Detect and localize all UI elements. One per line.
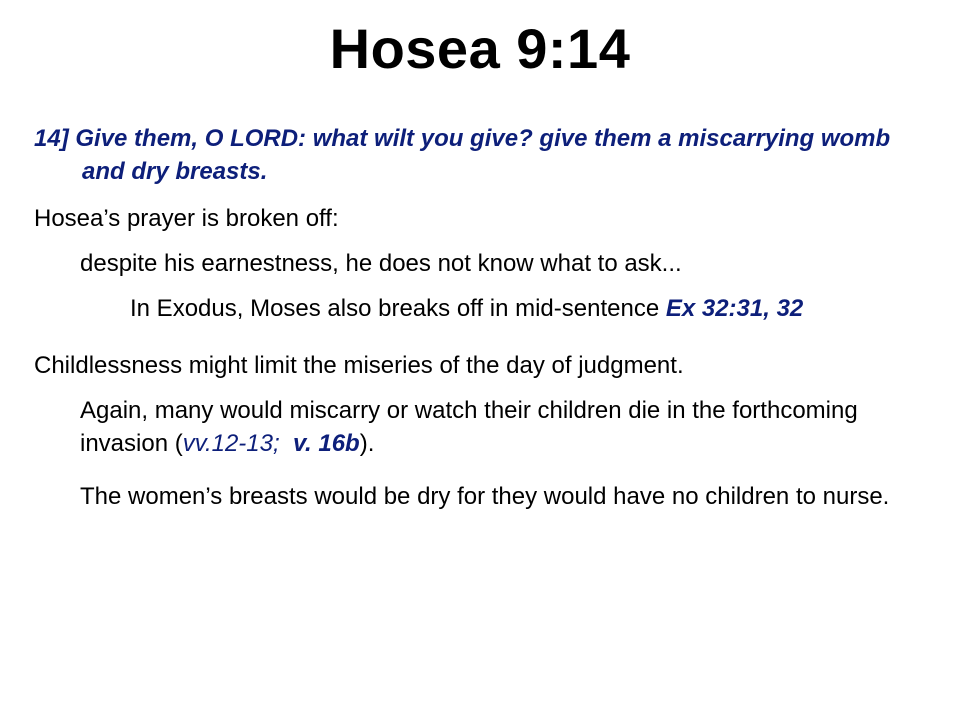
point-1-detail-text: In Exodus, Moses also breaks off in mid-sentence — [130, 295, 666, 322]
point-1: Hosea’s prayer is broken off: — [34, 205, 339, 232]
point-1-subpoint: despite his earnestness, he does not know what to ask... — [80, 250, 682, 277]
point-1-detail — [34, 292, 924, 325]
slide-body — [34, 122, 924, 513]
point-2-subpoint-1 — [34, 394, 924, 460]
reference-spacer — [280, 430, 293, 457]
scripture-reference-v16b: v. 16b — [293, 430, 360, 457]
point-2: Childlessness might limit the miseries of the day of judgment. — [34, 352, 684, 379]
point-2-subpoint-2: The women’s breasts would be dry for they would have no children to nurse. — [80, 483, 890, 510]
point-2-subpoint-1-text: Again, many would miscarry or watch their children die in the forthcoming invasion ( — [80, 397, 858, 457]
scripture-reference-exodus: Ex 32:31, 32 — [665, 295, 804, 322]
point-2-subpoint-1-end: ). — [359, 430, 375, 457]
scripture-reference-vv12-13: vv.12-13; — [182, 430, 280, 457]
verse-text: 14] Give them, O LORD: what wilt you give? give them a miscarrying womb and dry breasts. — [34, 125, 891, 185]
slide-title: Hosea 9:14 — [329, 17, 631, 80]
